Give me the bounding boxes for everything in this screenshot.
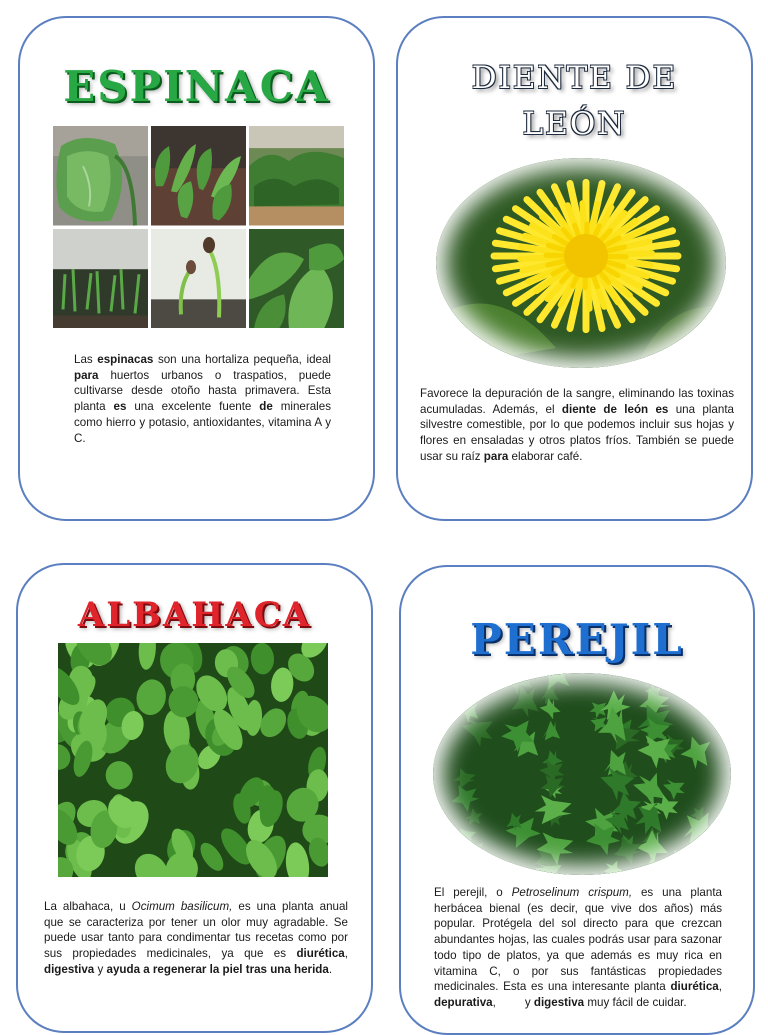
albahaca-text-2: es una planta anual que se caracteriza por tener un olor muy agradable. Se puede usar tanto para condimentar tus recetas como por sus propiedades medicinales, ya que es [44, 900, 348, 961]
espinaca-text-3: huertos urbanos o traspatios, puede cultivarse desde otoño hasta primavera. Esta planta [74, 368, 331, 414]
perejil-photo [433, 673, 731, 875]
perejil-title: PEREJIL [470, 615, 684, 664]
perejil-text-4: , y [492, 995, 534, 1009]
espinaca-title: ESPINACA [63, 62, 330, 111]
espinaca-bold-es: es [113, 400, 127, 414]
diente-description [420, 386, 734, 465]
perejil-text-1: El perejil, o [434, 886, 512, 899]
espinaca-text-5: minerales como hierro y potasio, antioxidantes, vitamina A y C. [74, 400, 332, 445]
diente-text-1: Favorece la depuración de la sangre, eliminando las toxinas acumuladas. Además, el [420, 387, 734, 416]
card-albahaca [16, 563, 373, 1033]
diente-bold-para: para [483, 449, 509, 463]
albahaca-title: ALBAHACA [77, 595, 312, 635]
diente-text-2: una planta silvestre comestible, por lo que podemos incluir sus hojas y flores en ensaladas y otros platos fríos. También se puede usar su raíz [420, 402, 734, 463]
espinaca-bold-de: de [259, 400, 273, 414]
espinaca-photo-raised-bed [249, 126, 344, 226]
perejil-bold-diuretica: diurética [670, 980, 719, 994]
espinaca-bold-espinacas: espinacas [97, 353, 154, 366]
albahaca-text-3: , [344, 947, 348, 961]
albahaca-bold-digestiva: digestiva [44, 962, 95, 976]
perejil-bold-depurativa: depurativa [434, 995, 493, 1009]
albahaca-italic-scientific-name: Ocimum basilicum, [131, 900, 233, 913]
albahaca-text-1: La albahaca, u [44, 900, 132, 913]
espinaca-photo-leaf-closeup [53, 126, 148, 226]
espinaca-text-1: Las [74, 353, 98, 366]
card-perejil [399, 565, 755, 1035]
espinaca-photo-seedlings-tray [151, 126, 246, 226]
espinaca-photo-mature-plant [249, 229, 344, 329]
albahaca-photo [58, 643, 328, 877]
diente-bold-diente-de-leon-es: diente de león es [561, 402, 669, 416]
diente-text-3: elaborar café. [508, 449, 583, 463]
espinaca-bold-para: para [74, 368, 99, 382]
espinaca-photo-sprout [151, 229, 246, 329]
perejil-text-5: muy fácil de cuidar. [584, 995, 687, 1009]
perejil-description [434, 885, 722, 1011]
albahaca-text-4: y [94, 962, 107, 976]
espinaca-text-2: son una hortaliza pequeña, ideal [153, 353, 331, 366]
albahaca-bold-diuretica: diurética [296, 947, 345, 961]
albahaca-bold-regenerar: ayuda a regenerar la piel tras una herida [106, 962, 329, 976]
albahaca-description [44, 899, 348, 978]
perejil-bold-digestiva: digestiva [533, 995, 585, 1009]
perejil-italic-scientific-name: Petroselinum crispum, [511, 886, 633, 899]
espinaca-photo-grid [53, 126, 344, 328]
espinaca-photo-greenhouse [53, 229, 148, 329]
espinaca-text-4: una excelente fuente [126, 400, 260, 414]
card-espinaca [18, 16, 375, 521]
espinaca-description [74, 352, 331, 446]
albahaca-text-5: . [328, 962, 333, 976]
card-diente-de-leon [396, 16, 753, 521]
dandelion-photo [436, 158, 726, 368]
diente-title: DIENTE DE LEÓN [471, 60, 678, 142]
perejil-text-2: es una planta herbácea bienal (es decir, que vive dos años) más popular. Protégela del sol directo para que crezcan abundantes hojas, las cuales podrás usar para sazonar todo tipo de platos, ya que además es muy rica en vitamina C, o por sus fantásticas propiedades medicinales. Esta es una interesante planta [434, 886, 722, 994]
perejil-text-3: , [718, 980, 722, 994]
